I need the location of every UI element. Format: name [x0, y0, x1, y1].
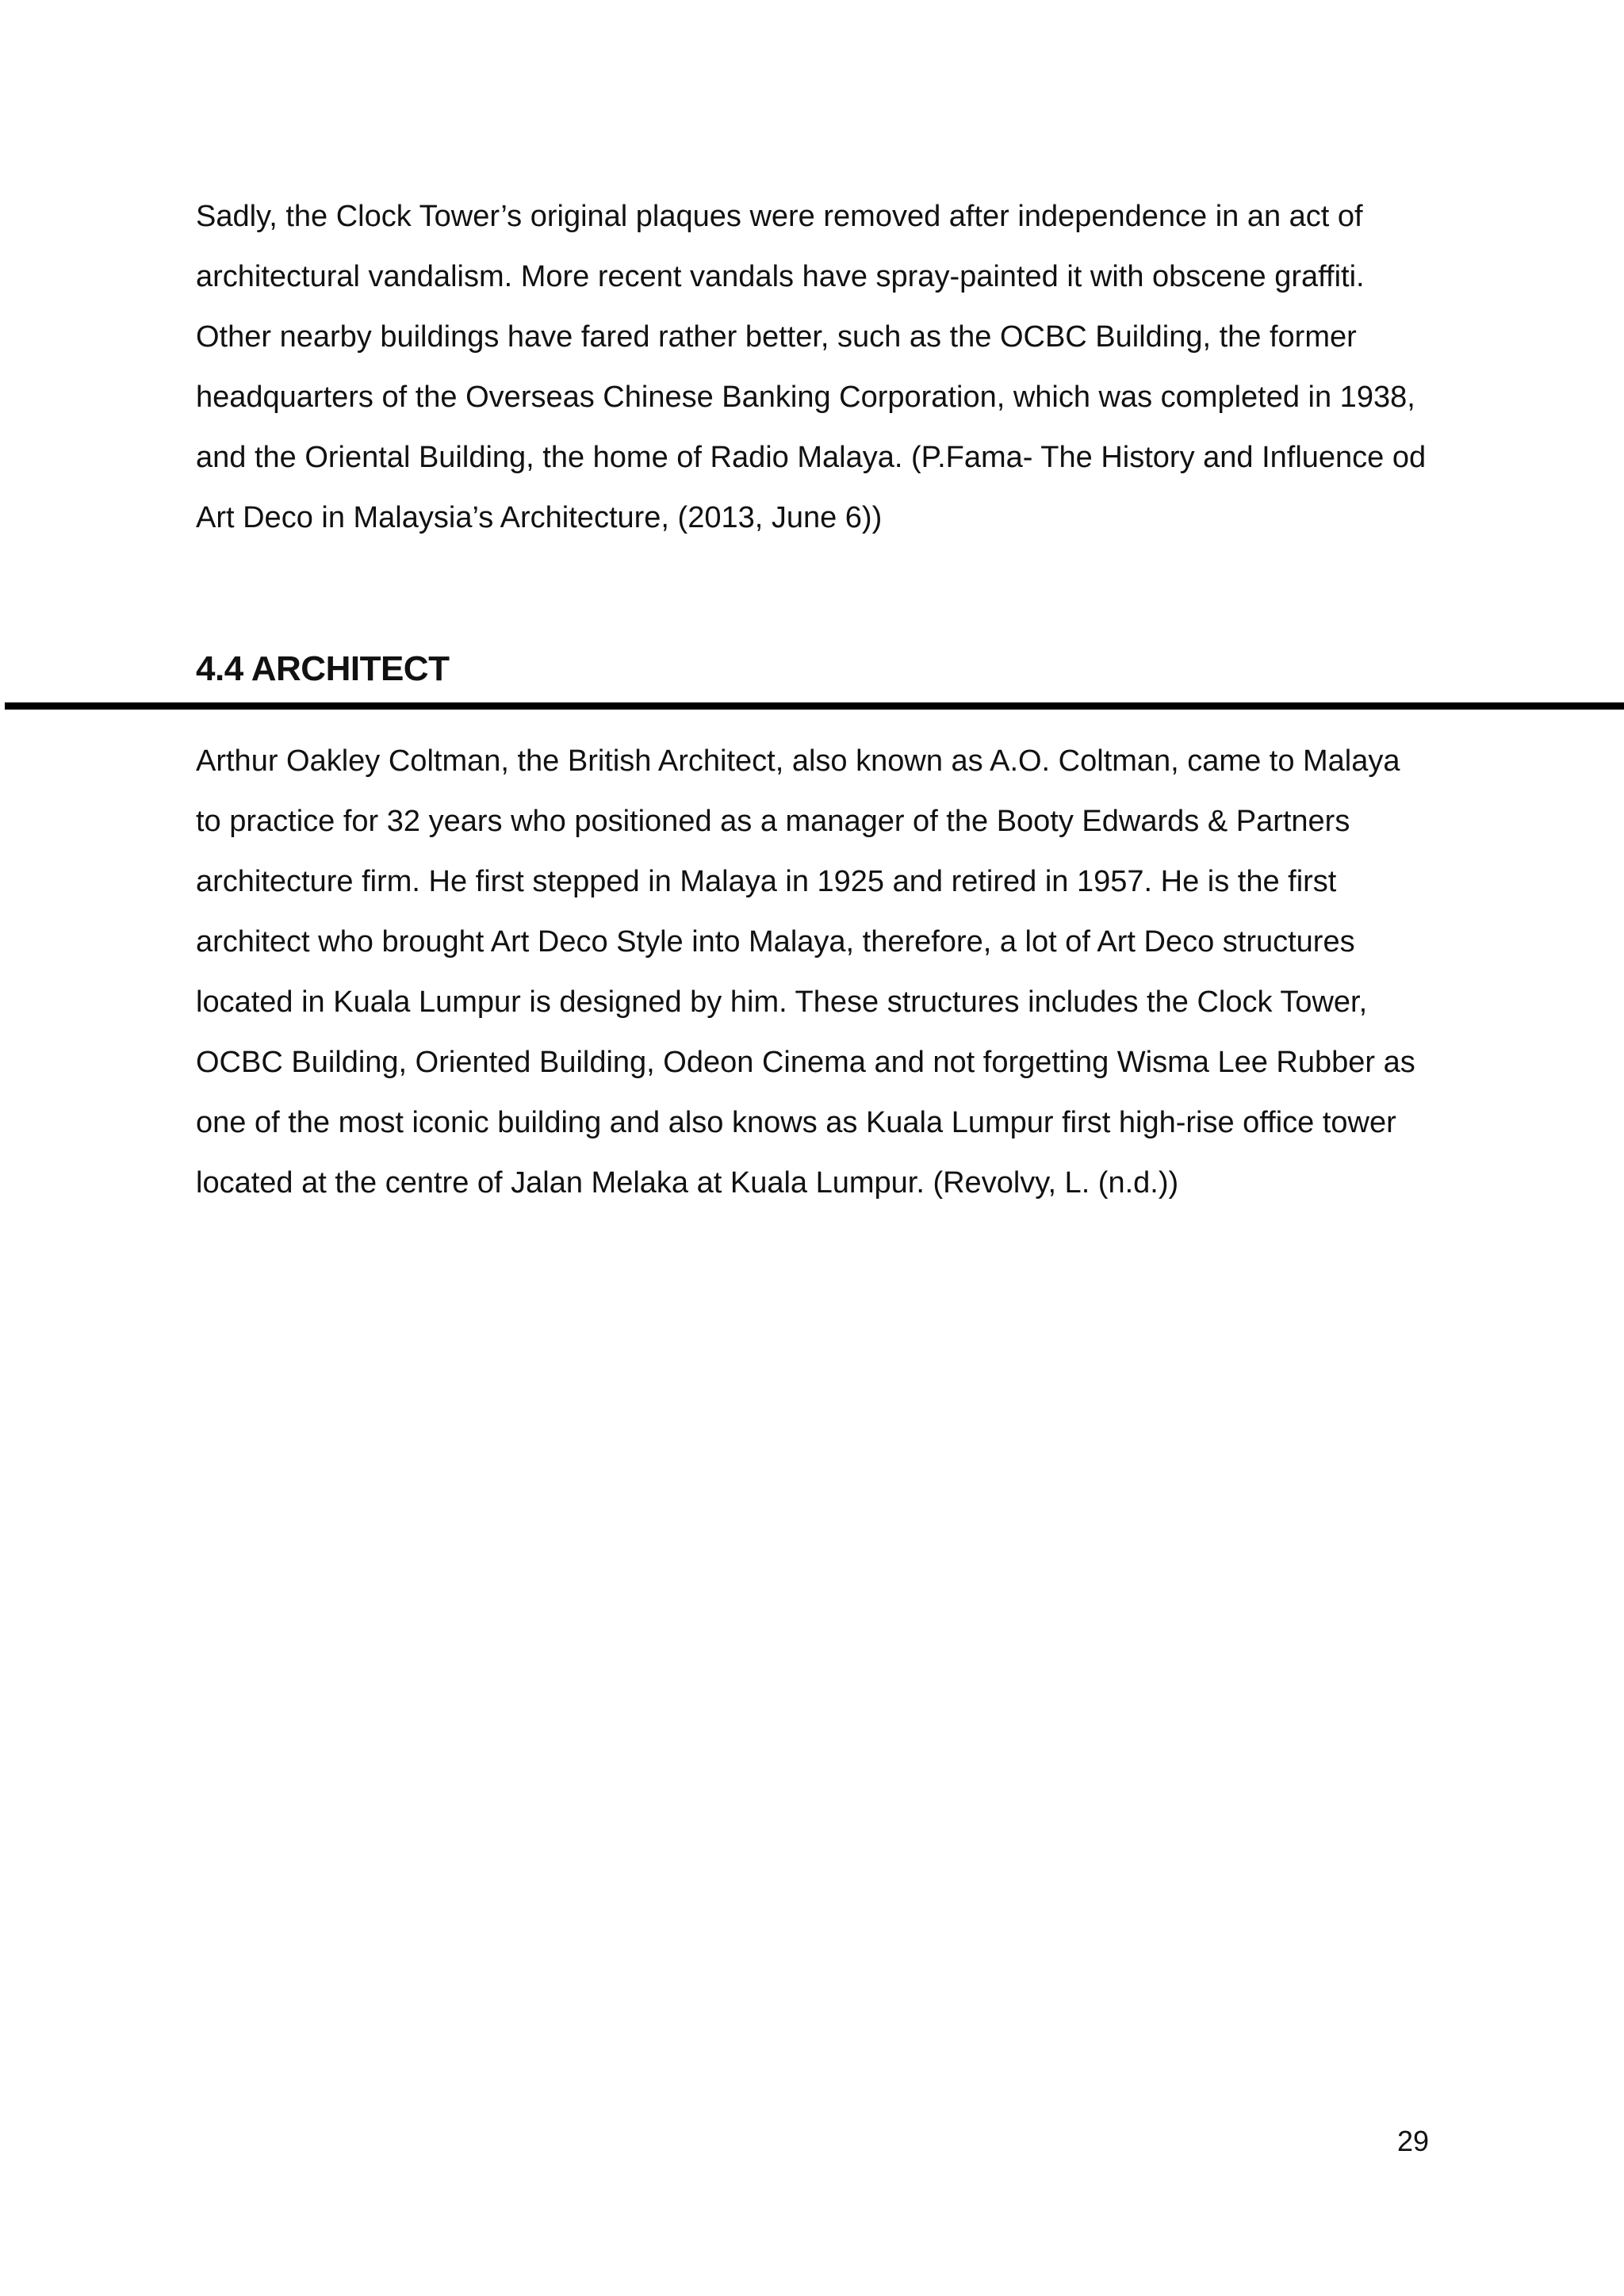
paragraph-line: Arthur Oakley Coltman, the British Architect, also known as A.O. Coltman, came to Malaya [196, 744, 1400, 778]
paragraph-line: Sadly, the Clock Tower’s original plaques were removed after independence in an act of [196, 200, 1363, 233]
paragraph-line: headquarters of the Overseas Chinese Banking Corporation, which was completed in 1938, [196, 381, 1415, 414]
paragraph-line: Other nearby buildings have fared rather better, such as the OCBC Building, the former [196, 320, 1357, 354]
heading-divider [5, 702, 1624, 710]
paragraph-line: to practice for 32 years who positioned as a manager of the Booty Edwards & Partners [196, 805, 1350, 838]
paragraph-line: located in Kuala Lumpur is designed by him. These structures includes the Clock Tower, [196, 985, 1368, 1019]
paragraph-line: Art Deco in Malaysia’s Architecture, (2013, June 6)) [196, 501, 883, 534]
paragraph-line: and the Oriental Building, the home of Radio Malaya. (P.Fama- The History and Influence od [196, 441, 1427, 474]
paragraph-line: architectural vandalism. More recent vandals have spray-painted it with obscene graffiti. [196, 260, 1365, 293]
section-heading: 4.4 ARCHITECT [196, 649, 450, 688]
paragraph-architect [196, 731, 1433, 1213]
paragraph-clock-tower [196, 186, 1433, 548]
paragraph-line: architect who brought Art Deco Style into Malaya, therefore, a lot of Art Deco structures [196, 925, 1355, 959]
paragraph-line: one of the most iconic building and also knows as Kuala Lumpur first high-rise office tower [196, 1106, 1396, 1139]
paragraph-line: architecture firm. He first stepped in Malaya in 1925 and retired in 1957. He is the first [196, 865, 1337, 898]
page-number: 29 [1397, 2125, 1430, 2157]
paragraph-line: OCBC Building, Oriented Building, Odeon Cinema and not forgetting Wisma Lee Rubber as [196, 1046, 1415, 1079]
paragraph-line: located at the centre of Jalan Melaka at Kuala Lumpur. (Revolvy, L. (n.d.)) [196, 1166, 1179, 1200]
